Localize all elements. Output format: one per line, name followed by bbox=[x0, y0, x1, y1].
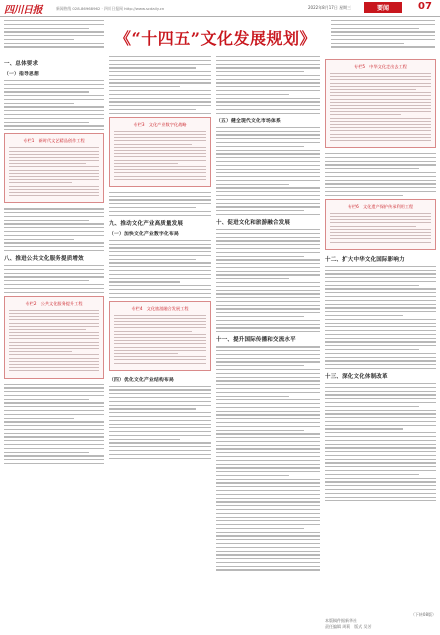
box-title: 专栏2 公共文化服务提升工程 bbox=[25, 300, 83, 306]
sidebar-box bbox=[325, 59, 436, 148]
section-subheading: （一）加快文化产业数字化布局 bbox=[109, 231, 179, 237]
footer-credits bbox=[325, 612, 436, 630]
editor-credit: 责任编辑 周莉 版式 吴芳 bbox=[325, 624, 372, 629]
section-heading: 十一、提升国际传播和交流水平 bbox=[216, 337, 296, 344]
section-heading: 一、总体要求 bbox=[4, 61, 39, 67]
newspaper-logo: 四川日报 bbox=[4, 5, 42, 16]
box-title: 专栏3 文化产业数字化战略 bbox=[133, 121, 187, 127]
continuation-note: （下转08版） bbox=[410, 612, 436, 617]
article-headline: 《“十四五”文化发展规划》 bbox=[115, 29, 316, 48]
text-column-4 bbox=[325, 56, 436, 504]
sidebar-box bbox=[325, 199, 436, 250]
box-title: 专栏6 文化遗产保护传承利用工程 bbox=[347, 203, 414, 209]
section-subheading: （四）优化文化产业结构布局 bbox=[109, 377, 174, 383]
sidebar-box bbox=[109, 117, 211, 187]
text-column-3 bbox=[216, 56, 320, 573]
section-subheading: （一）指导思想 bbox=[4, 72, 39, 77]
box-title: 专栏1 新时代文艺精品创作工程 bbox=[23, 138, 85, 144]
section-heading: 九、推动文化产业高质量发展 bbox=[109, 220, 184, 227]
sidebar-box bbox=[4, 296, 104, 379]
sidebar-box bbox=[109, 301, 211, 371]
contact-info: 新闻热线 028-86968962 · 四川日报网 http://www.scdaily.cn bbox=[56, 5, 165, 11]
intro-column-left bbox=[4, 20, 104, 50]
section-heading: 十二、扩大中华文化国际影响力 bbox=[325, 256, 405, 263]
sidebar-box bbox=[4, 133, 104, 203]
publication-date: 2022年8月17日 星期三 bbox=[308, 5, 352, 10]
section-subheading: （五）健全现代文化市场体系 bbox=[216, 118, 281, 124]
section-heading: 十三、深化文化体制改革 bbox=[325, 374, 388, 381]
source-credit: 本版稿件据新华社 bbox=[325, 618, 357, 623]
section-badge: 要闻 bbox=[364, 2, 402, 13]
box-title: 专栏4 文化旅游融合发展工程 bbox=[131, 305, 189, 311]
section-heading: 十、促进文化和旅游融合发展 bbox=[216, 220, 291, 227]
masthead bbox=[0, 0, 440, 17]
section-heading: 八、推进公共文化服务提质增效 bbox=[4, 256, 84, 263]
intro-column-right bbox=[331, 20, 435, 50]
text-column-2 bbox=[109, 56, 211, 461]
page-number: 07 bbox=[418, 1, 432, 12]
box-title: 专栏5 中华文化走出去工程 bbox=[354, 64, 407, 69]
text-column-1 bbox=[4, 56, 104, 467]
